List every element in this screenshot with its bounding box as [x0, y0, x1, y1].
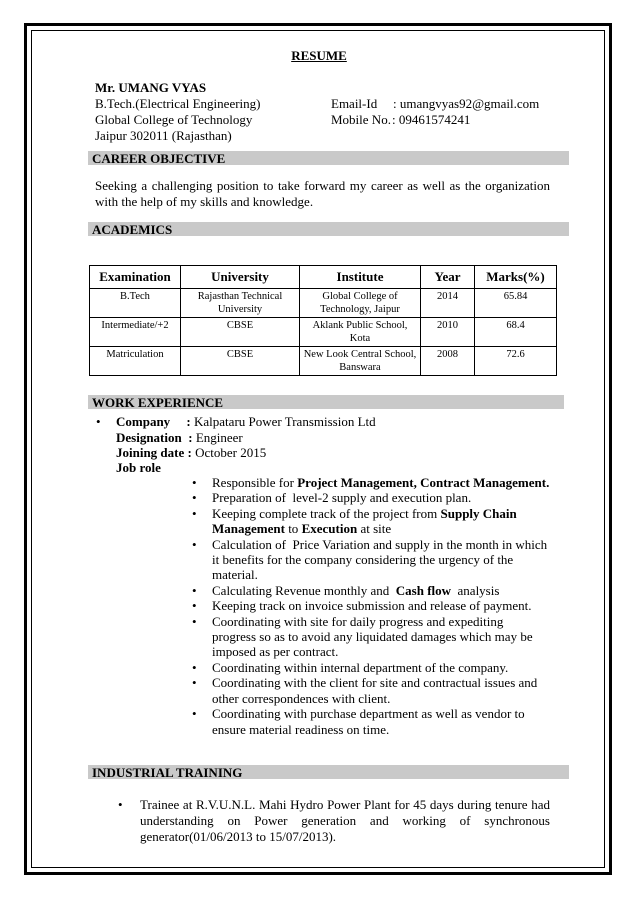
bullet-dot: •	[192, 706, 197, 722]
section-career-objective: CAREER OBJECTIVE	[88, 151, 569, 165]
list-item-text: to	[284, 521, 302, 537]
bullet-dot: •	[192, 659, 197, 675]
list-item-text: Keeping complete track of the project from	[212, 505, 441, 521]
cell-year: 2010	[421, 318, 475, 347]
table-row	[90, 318, 557, 347]
list-item	[192, 675, 550, 706]
list-item	[192, 598, 550, 614]
email-label: Email-Id	[331, 96, 378, 111]
company-name: Kalpataru Power Transmission Ltd	[194, 414, 376, 429]
academics-table	[89, 265, 557, 376]
degree: B.Tech.(Electrical Engineering)	[95, 96, 261, 111]
cell-marks: 65.84	[475, 289, 557, 318]
list-item-text: Responsible for	[212, 475, 298, 490]
career-objective-text: Seeking a challenging position to take forward my career as well as the organization with the help of my skills and knowledge.	[95, 178, 550, 209]
email-value: : umangvyas92@gmail.com	[393, 96, 540, 111]
cell-university: CBSE	[181, 318, 300, 347]
company-label: Company :	[116, 414, 191, 429]
cell-university: CBSE	[181, 347, 300, 376]
designation-value: Engineer	[195, 430, 243, 445]
list-item	[192, 659, 550, 675]
training-bullet: •	[118, 797, 123, 812]
list-item-text: Calculating Revenue monthly and	[212, 582, 396, 598]
bullet-dot: •	[192, 505, 197, 521]
bullet-dot: •	[192, 675, 197, 691]
joining-value: October 2015	[195, 445, 267, 460]
col-institute: Institute	[300, 266, 421, 289]
section-work-experience: WORK EXPERIENCE	[88, 395, 564, 409]
list-item	[192, 613, 550, 660]
cell-examination: Matriculation	[90, 347, 181, 376]
mobile-value: : 09461574241	[392, 112, 471, 127]
list-item-text: Coordinating with the client for site and contractual issues and other correspondences with client.	[212, 675, 541, 706]
list-item-text: Calculation of Price Variation and supply in the month in which it benefits for the company considering the urgency of the material.	[212, 536, 551, 583]
list-item-text: Supply Chain Management	[212, 505, 520, 537]
list-item-text: Cash flow	[395, 582, 452, 598]
company-bullet: •	[96, 414, 101, 429]
joining-line	[116, 445, 266, 461]
bullet-dot: •	[192, 475, 197, 490]
designation-line	[116, 430, 243, 446]
bullet-dot: •	[192, 536, 197, 552]
cell-institute: New Look Central School, Banswara	[300, 347, 421, 376]
list-item-text: Execution	[301, 521, 358, 537]
job-role-list	[192, 475, 551, 737]
industrial-training-text: Trainee at R.V.U.N.L. Mahi Hydro Power Plant for 45 days during tenure had understanding on Power generation and working of synchronous generator(01/06/2013 to 15/07/2013).	[140, 797, 550, 844]
list-item-text: Preparation of level-2 supply and execution plan.	[212, 490, 472, 506]
cell-year: 2008	[421, 347, 475, 376]
list-item	[192, 536, 551, 583]
company-line	[116, 414, 376, 430]
job-role-label: Job role	[116, 460, 161, 475]
cell-examination: Intermediate/+2	[90, 318, 181, 347]
designation-label: Designation :	[116, 430, 193, 445]
col-university: University	[181, 266, 300, 289]
cell-marks: 68.4	[475, 318, 557, 347]
list-item-text: Coordinating with purchase department as well as vendor to ensure material readiness on time.	[212, 706, 528, 737]
joining-label: Joining date :	[116, 445, 192, 460]
list-item	[192, 582, 550, 598]
table-row	[90, 347, 557, 376]
cell-institute: Global College of Technology, Jaipur	[300, 289, 421, 318]
col-examination: Examination	[90, 266, 181, 289]
section-academics: ACADEMICS	[88, 222, 569, 236]
cell-institute: Aklank Public School, Kota	[300, 318, 421, 347]
bullet-dot: •	[192, 598, 197, 614]
cell-marks: 72.6	[475, 347, 557, 376]
list-item-text: at site	[357, 521, 392, 537]
bullet-dot: •	[192, 490, 197, 506]
mobile-label: Mobile No.	[331, 112, 391, 127]
list-item-text: Project Management, Contract Management.	[297, 475, 550, 490]
section-industrial-training: INDUSTRIAL TRAINING	[88, 765, 569, 779]
cell-examination: B.Tech	[90, 289, 181, 318]
table-row	[90, 289, 557, 318]
list-item	[192, 706, 550, 737]
bullet-dot: •	[192, 582, 197, 598]
list-item-text: analysis	[451, 582, 500, 598]
list-item	[192, 490, 550, 506]
cell-university: Rajasthan Technical University	[181, 289, 300, 318]
list-item-text: Coordinating within internal department of the company.	[212, 659, 509, 675]
col-marks: Marks(%)	[475, 266, 557, 289]
bullet-dot: •	[192, 613, 197, 629]
list-item-text: Coordinating with site for daily progress and expediting progress so as to avoid any liquidated damages which may be imposed as per contract.	[212, 613, 536, 660]
resume-title: RESUME	[291, 48, 347, 63]
list-item	[192, 505, 550, 537]
college: Global College of Technology	[95, 112, 253, 127]
col-year: Year	[421, 266, 475, 289]
academics-header-row	[90, 266, 557, 289]
candidate-name: Mr. UMANG VYAS	[95, 80, 207, 95]
address: Jaipur 302011 (Rajasthan)	[95, 128, 232, 143]
cell-year: 2014	[421, 289, 475, 318]
list-item	[192, 475, 550, 490]
list-item-text: Keeping track on invoice submission and release of payment.	[212, 598, 532, 614]
